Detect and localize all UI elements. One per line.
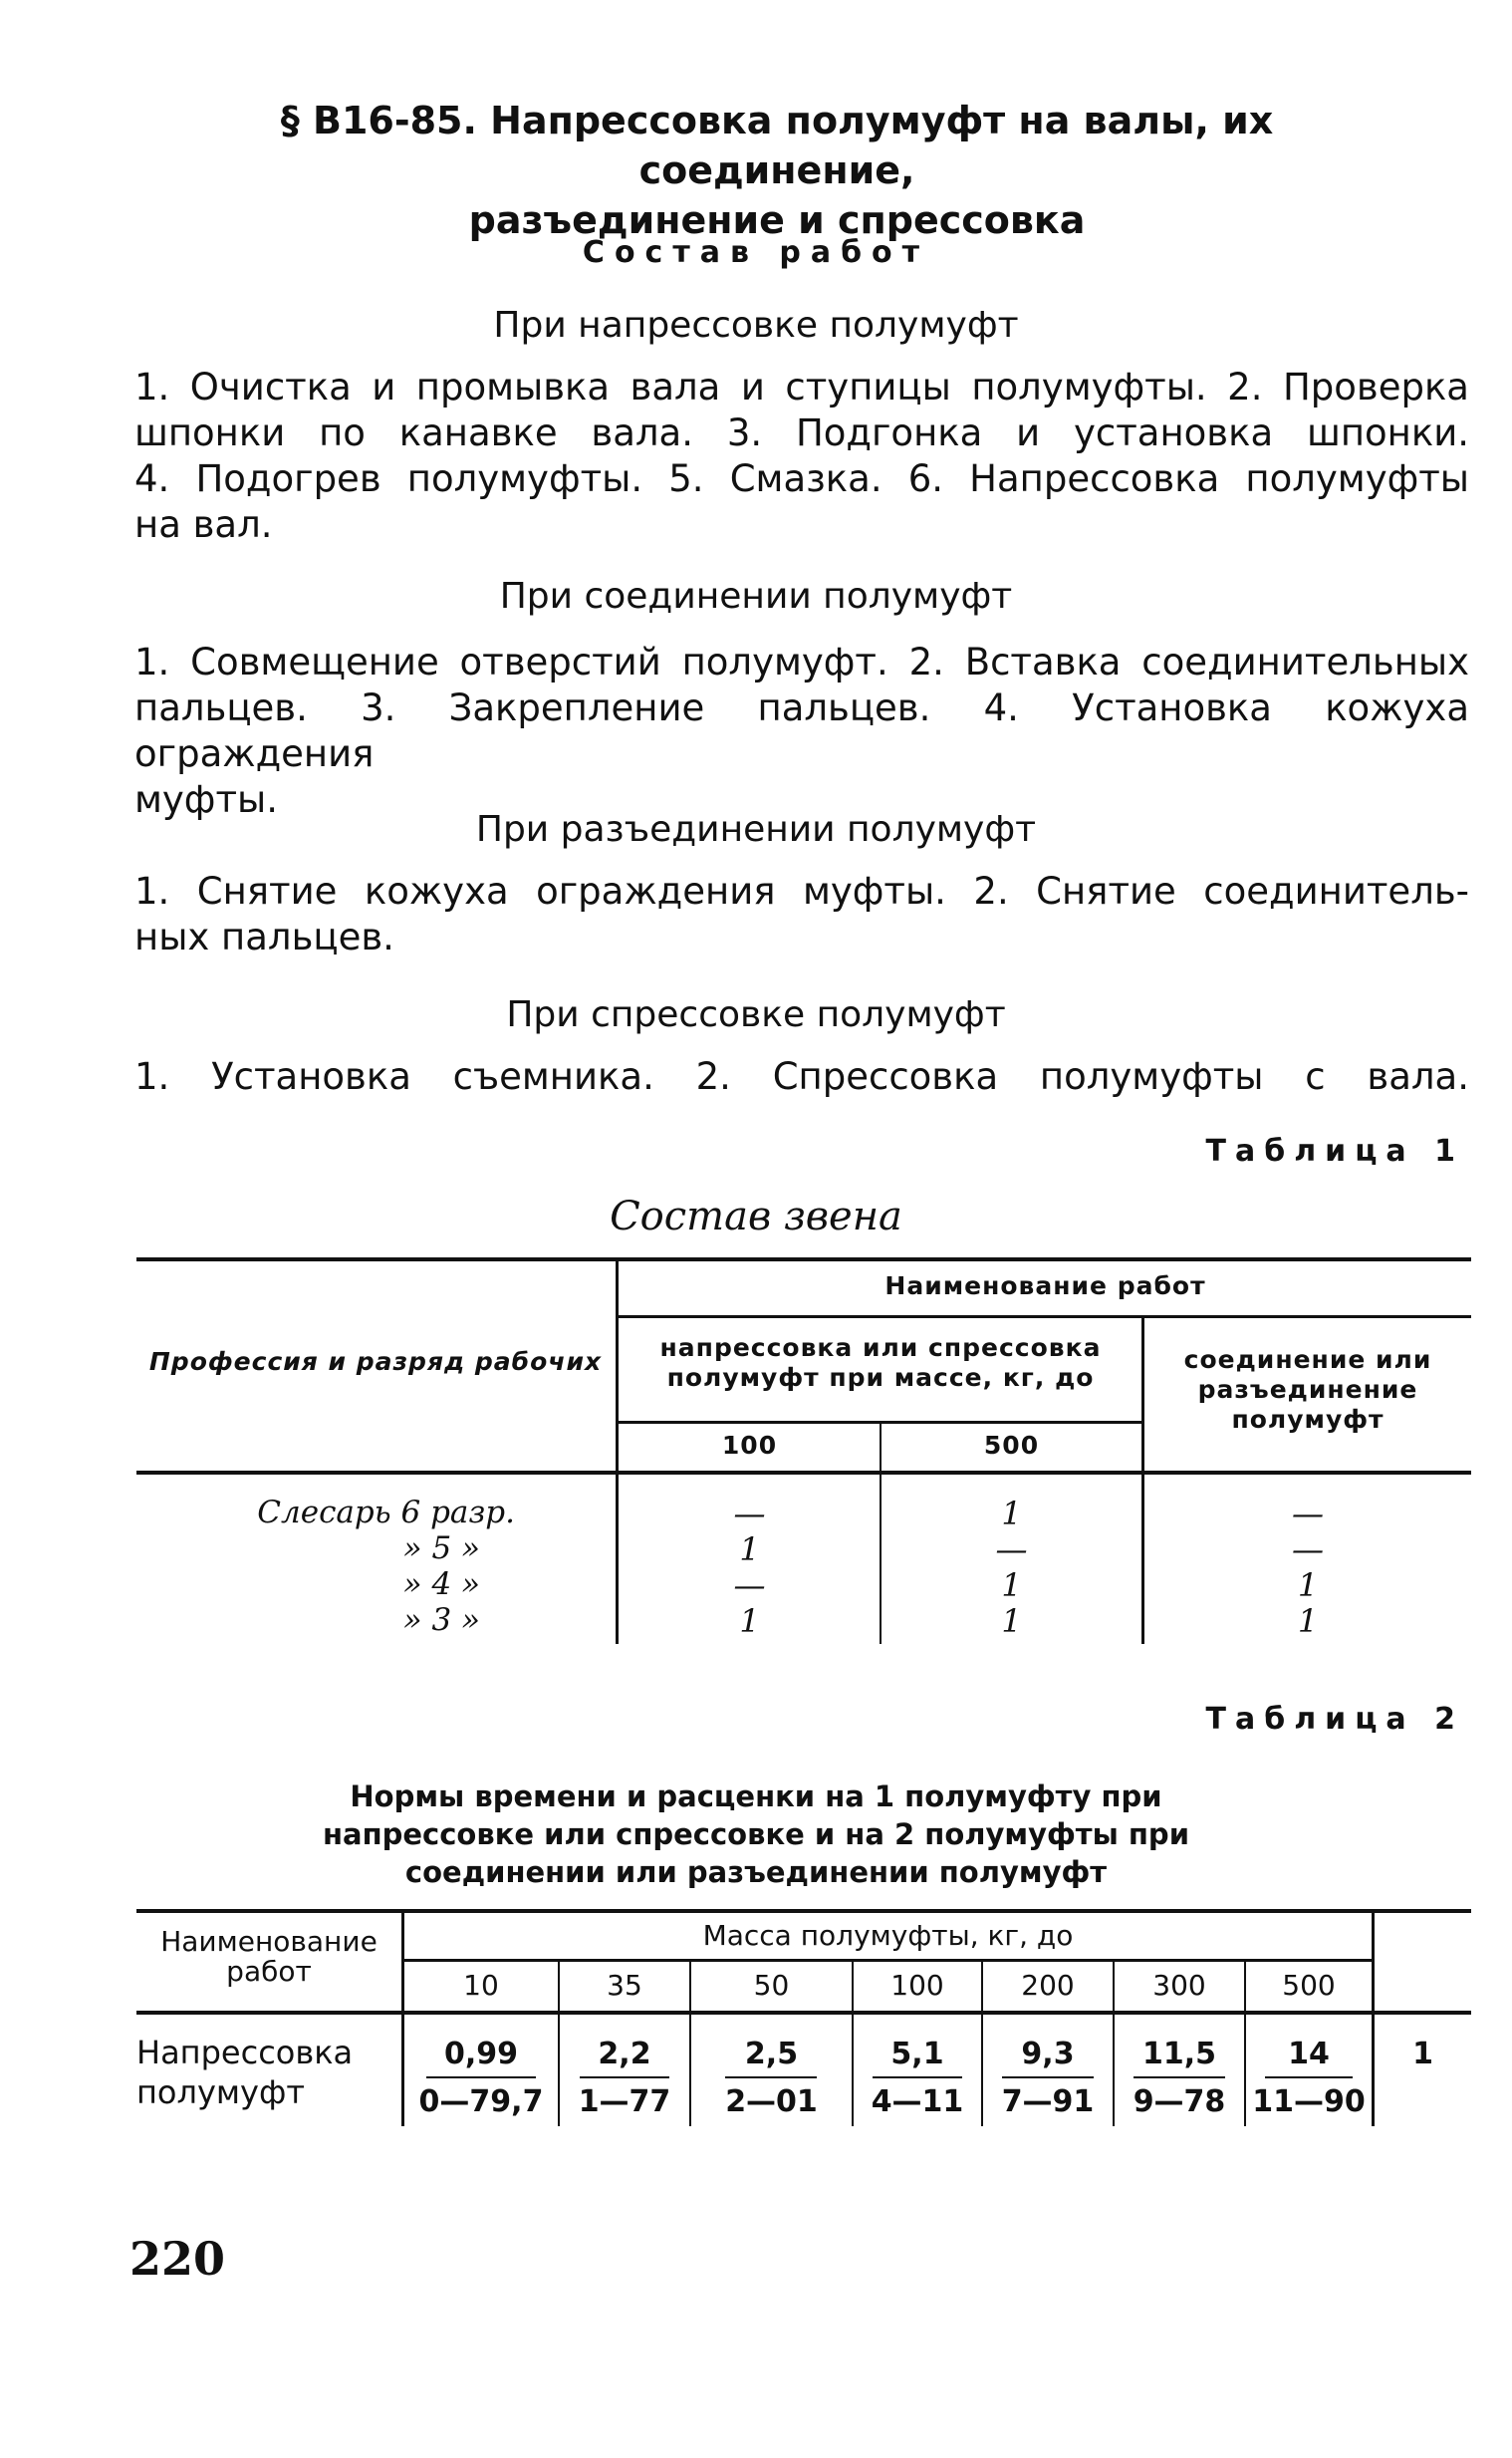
works-pressing-heading: При напрессовке полумуфт xyxy=(493,305,1019,346)
norm-value: 0,99 xyxy=(443,2037,519,2071)
table2-mass-col: 100 xyxy=(890,1969,944,2002)
norm-value: 9,3 xyxy=(1021,2037,1075,2071)
table1-cell-100: — xyxy=(733,1495,766,1532)
text-line: муфты. xyxy=(134,778,278,821)
fraction-bar xyxy=(1134,2076,1225,2078)
table1-header-press xyxy=(620,1333,1141,1393)
table1-rule xyxy=(618,1315,1471,1318)
table1-cell-100: 1 xyxy=(739,1602,760,1640)
page-number: 220 xyxy=(129,2232,226,2286)
table1-header-500: 500 xyxy=(983,1431,1040,1460)
table1-cell-join: — xyxy=(1292,1495,1324,1532)
table1-profession: » 5 » xyxy=(402,1530,480,1566)
section-title-line2: разъединение и спрессовка xyxy=(468,198,1086,242)
table1-cell-join: 1 xyxy=(1297,1566,1319,1604)
works-disconnect-text xyxy=(134,869,1469,960)
norm-value: 2,5 xyxy=(744,2037,799,2071)
text-line: 1. Установка съемника. 2. Спрессовка полумуфты с вала. xyxy=(134,1055,1469,1098)
table2-title-line: соединении или разъединении полумуфт xyxy=(404,1855,1108,1889)
works-heading: Состав работ xyxy=(582,235,930,270)
header-line: соединение или xyxy=(1183,1345,1432,1374)
table1-cell-500: 1 xyxy=(1001,1495,1022,1532)
text-line: 1. Очистка и промывка вала и ступицы полумуфты. 2. Проверка xyxy=(134,366,1469,409)
text-line: 1. Совмещение отверстий полумуфт. 2. Вставка соединительных xyxy=(134,641,1469,683)
price-value: 2—01 xyxy=(725,2084,818,2119)
table1-rule-header xyxy=(136,1471,1471,1475)
text-line: на вал. xyxy=(134,503,273,546)
price-value: 11—90 xyxy=(1252,2084,1366,2119)
header-line: полумуфт при массе, кг, до xyxy=(666,1363,1095,1392)
table2-header-mass: Масса полумуфты, кг, до xyxy=(702,1919,1074,1952)
table1-header-100: 100 xyxy=(721,1431,778,1460)
norm-value: 11,5 xyxy=(1141,2037,1217,2071)
table2-row-name xyxy=(136,2033,401,2112)
text-line: шпонки по канавке вала. 3. Подгонка и установка шпонки. xyxy=(134,411,1469,454)
works-pressing-text xyxy=(134,365,1469,548)
works-pressoff-heading: При спрессовке полумуфт xyxy=(506,994,1006,1035)
table2-mass-col: 50 xyxy=(753,1969,790,2002)
fraction-bar xyxy=(1002,2076,1094,2078)
table1-cell-join: 1 xyxy=(1297,1602,1319,1640)
table2-title xyxy=(0,1777,1512,1891)
table2-rule-header xyxy=(136,2011,1471,2015)
norm-value: 2,2 xyxy=(598,2037,651,2071)
header-line: работ xyxy=(226,1955,312,1988)
table1-cell-join: — xyxy=(1292,1530,1324,1568)
works-joining-heading: При соединении полумуфт xyxy=(499,576,1013,617)
works-pressoff-text xyxy=(134,1054,1469,1100)
table1-rule-top xyxy=(136,1257,1471,1261)
header-line: Наименование xyxy=(160,1925,378,1958)
table1-col-rule xyxy=(616,1257,619,1644)
section-title-line1: § В16-85. Напрессовка полумуфт на валы, их соединение, xyxy=(280,99,1274,192)
text-line: 4. Подогрев полумуфты. 5. Смазка. 6. Напрессовка полумуфты xyxy=(134,457,1469,500)
table1-header-join xyxy=(1144,1345,1471,1435)
fraction-bar xyxy=(426,2076,536,2078)
table2-mass-col: 10 xyxy=(463,1969,499,2002)
table1-profession: Слесарь 6 разр. xyxy=(257,1495,515,1530)
section-title xyxy=(149,96,1404,245)
row-name-line: Напрессовка xyxy=(136,2034,354,2071)
header-line: разъединение xyxy=(1197,1375,1418,1404)
table1-profession: » 3 » xyxy=(402,1602,480,1638)
price-value: 9—78 xyxy=(1133,2084,1226,2119)
fraction-bar xyxy=(873,2076,962,2078)
table1-cell-500: 1 xyxy=(1001,1566,1022,1604)
price-value: 4—11 xyxy=(871,2084,964,2119)
table2-mass-col: 35 xyxy=(607,1969,642,2002)
table1-profession: » 4 » xyxy=(402,1566,480,1602)
row-name-line: полумуфт xyxy=(136,2073,305,2111)
works-joining-text xyxy=(134,640,1469,823)
table1-cell-500: 1 xyxy=(1001,1602,1022,1640)
table2-title-line: напрессовке или спрессовке и на 2 полумуфты при xyxy=(322,1817,1190,1851)
table2-rule xyxy=(403,1959,1372,1962)
table2-row-number: 1 xyxy=(1412,2037,1433,2071)
fraction-bar xyxy=(725,2076,817,2078)
works-disconnect-heading: При разъединении полумуфт xyxy=(475,809,1037,850)
table1-cell-100: 1 xyxy=(739,1530,760,1568)
text-line: 1. Снятие кожуха ограждения муфты. 2. Снятие соединитель- xyxy=(134,870,1469,913)
table2-rule-top xyxy=(136,1909,1471,1913)
text-line: пальцев. 3. Закрепление пальцев. 4. Установка кожуха ограждения xyxy=(134,686,1469,775)
table2-title-line: Нормы времени и расценки на 1 полумуфту при xyxy=(350,1779,1162,1813)
norm-value: 14 xyxy=(1288,2037,1330,2071)
fraction-bar xyxy=(580,2076,669,2078)
table2-header-name xyxy=(136,1927,401,1987)
table2-mass-col: 200 xyxy=(1021,1969,1075,2002)
header-line: полумуфт xyxy=(1231,1405,1385,1434)
table1-cell-500: — xyxy=(995,1530,1028,1568)
table1-cell-100: — xyxy=(733,1566,766,1604)
table2-label: Таблица 2 xyxy=(1205,1702,1464,1737)
text-line: ных пальцев. xyxy=(134,916,394,958)
table2-mass-col: 300 xyxy=(1152,1969,1206,2002)
table1-label: Таблица 1 xyxy=(1205,1134,1464,1169)
fraction-bar xyxy=(1265,2076,1353,2078)
table2-mass-col: 500 xyxy=(1282,1969,1336,2002)
norm-value: 5,1 xyxy=(890,2037,944,2071)
table1-header-profession: Профессия и разряд рабочих xyxy=(148,1347,603,1376)
price-value: 0—79,7 xyxy=(418,2084,544,2119)
table1-header-works: Наименование работ xyxy=(884,1271,1206,1300)
table1-title: Состав звена xyxy=(610,1194,902,1239)
header-line: напрессовка или спрессовка xyxy=(659,1333,1102,1362)
price-value: 1—77 xyxy=(578,2084,671,2119)
price-value: 7—91 xyxy=(1001,2084,1095,2119)
table2-col-rule xyxy=(1372,1909,1375,2126)
